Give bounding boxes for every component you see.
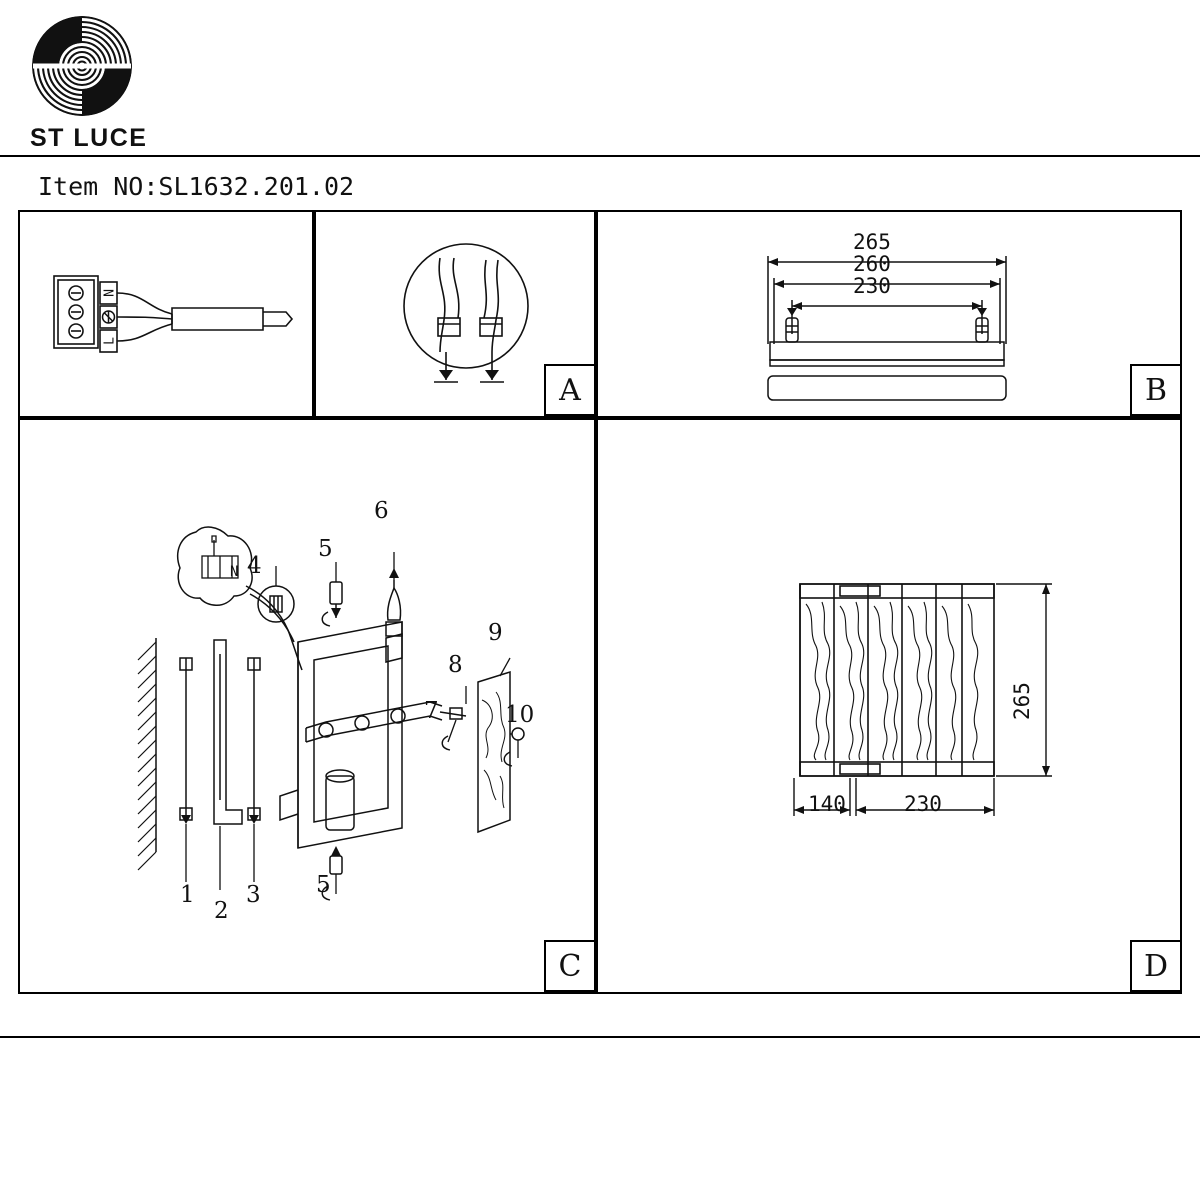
svg-text:N: N (230, 564, 239, 580)
bottom-divider (0, 1036, 1200, 1038)
callout-6: 6 (374, 498, 389, 524)
callout-1: 1 (180, 882, 195, 908)
sheet-header (0, 0, 1200, 157)
panel-bracket-dimensions (596, 210, 1182, 418)
panel-product-dimensions (596, 418, 1182, 994)
brand-logo (22, 14, 212, 152)
panel-letter-d: D (1130, 940, 1182, 992)
wire-connection-detail-diagram (378, 234, 568, 404)
callout-4: 4 (247, 553, 262, 579)
callout-9: 9 (488, 620, 503, 646)
panel-letter-a: A (544, 364, 596, 416)
panel-exploded-assembly (18, 418, 596, 994)
callout-5-bottom: 5 (316, 872, 331, 898)
dim-230-label: 230 (853, 274, 891, 298)
product-dimension-drawing (788, 560, 1188, 960)
callout-2: 2 (214, 898, 229, 924)
callout-8: 8 (448, 652, 463, 678)
callout-7: 7 (424, 698, 439, 724)
panel-letter-c: C (544, 940, 596, 992)
brand-name: ST LUCE (30, 124, 148, 152)
dim-260-label: 260 (853, 252, 891, 276)
dim-width-230-label: 230 (904, 792, 942, 816)
item-number-label: Item NO:SL1632.201.02 (38, 172, 355, 201)
svg-text:L: L (102, 337, 118, 345)
terminal-block-diagram (48, 264, 308, 374)
exploded-assembly-drawing (130, 490, 550, 920)
dim-265-label: 265 (853, 230, 891, 254)
dim-depth-140-label: 140 (808, 792, 846, 816)
dim-height-265-label: 265 (1010, 682, 1034, 720)
panel-letter-b: B (1130, 364, 1182, 416)
svg-text:N: N (102, 289, 118, 297)
bracket-dimension-drawing (738, 226, 1068, 416)
callout-5-top: 5 (318, 536, 333, 562)
panel-terminal-wiring (18, 210, 314, 418)
callout-3: 3 (246, 882, 261, 908)
callout-10: 10 (505, 702, 535, 728)
spiral-s-logo-icon (30, 14, 134, 118)
